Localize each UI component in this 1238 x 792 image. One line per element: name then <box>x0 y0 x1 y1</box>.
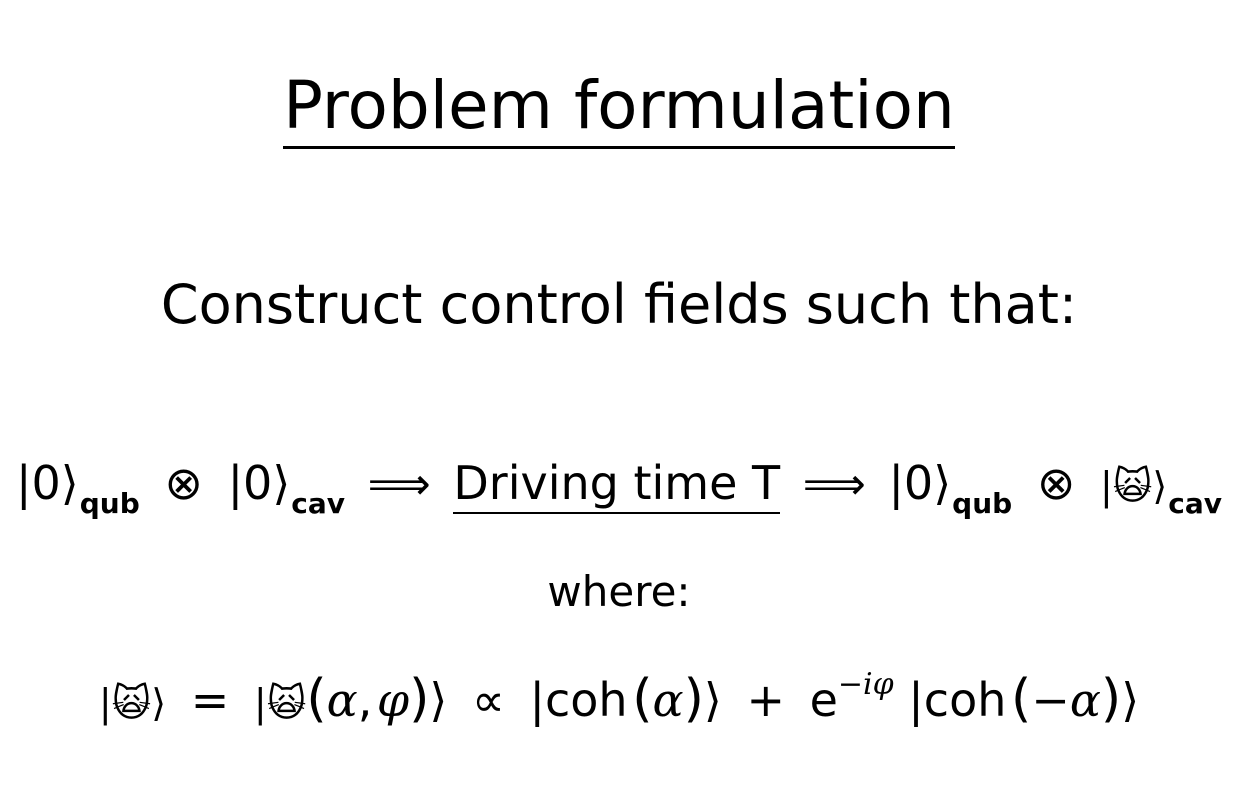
propto-symbol: ∝ <box>472 673 505 727</box>
coh-label: coh <box>923 673 1007 727</box>
equation-cat-definition: |🙀⟩ = |🙀(α, φ)⟩ ∝ |coh (α)⟩ + $e^{-i\varphi}$ |coh (−α)⟩ <box>98 667 1140 729</box>
alpha-symbol: α <box>326 673 358 727</box>
cat-state-parameterized: |🙀 <box>253 681 307 725</box>
slide-title <box>0 66 1238 146</box>
alpha-symbol: α <box>652 673 684 727</box>
tensor-symbol: ⊗ <box>1036 456 1076 510</box>
neg-alpha-symbol: −α <box>1031 673 1101 727</box>
plus-symbol: + <box>746 673 785 727</box>
slide-title-text: Problem formulation <box>283 67 955 149</box>
implies-arrow: ⟹ <box>367 459 431 510</box>
qub-subscript: qub <box>952 487 1013 520</box>
equals-symbol: = <box>190 673 230 727</box>
phi-symbol: φ <box>376 673 410 727</box>
implies-arrow: ⟹ <box>802 459 866 510</box>
cav-subscript: cav <box>1168 487 1222 520</box>
final-qubit-ket: |0⟩ <box>888 456 952 510</box>
initial-cavity-ket: |0⟩ <box>227 456 291 510</box>
subtitle: Construct control fields such that: <box>160 273 1078 336</box>
equation-transition <box>0 448 1238 539</box>
exp-base: e <box>809 673 838 727</box>
qub-subscript: qub <box>79 487 140 520</box>
initial-qubit-ket: |0⟩ <box>16 456 79 510</box>
where-label: where: <box>547 567 691 616</box>
cat-state-ket: |🙀⟩ <box>98 681 167 725</box>
coh-label: coh <box>545 673 628 727</box>
driving-time-label: Driving time T <box>453 456 780 514</box>
cat-state-ket: |🙀⟩ <box>1099 464 1168 508</box>
cav-subscript: cav <box>291 487 346 520</box>
exp-exponent: −iφ <box>837 667 894 702</box>
tensor-symbol: ⊗ <box>164 456 203 510</box>
